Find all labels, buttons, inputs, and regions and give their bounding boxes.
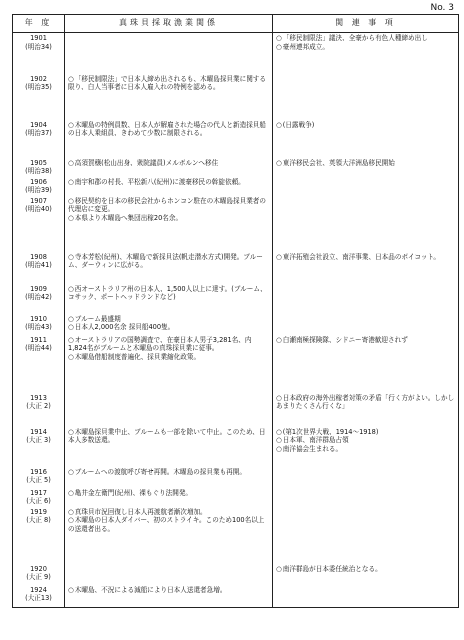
pearl-fishery-cell [65,158,273,177]
event-text: 日本政府の海外出稼者対策の矛盾「行く方がよい。しかしあまりたくさん行くな」 [276,393,455,411]
year-cell [13,564,65,585]
year-western: 1907 [30,196,47,205]
bullet-icon: ○ [68,177,74,186]
event-text: 豪州連邦成立。 [282,42,329,51]
related-events-cell [273,467,459,488]
event-text: 「移民制限法」議決、全豪から有色人種締め出し [282,34,428,42]
year-era: (大正 9) [26,573,51,582]
table-row [13,427,459,467]
event-entry [68,336,269,353]
year-era: (明治35) [25,83,52,92]
year-cell [13,284,65,314]
year-western: 1920 [30,564,47,573]
year-cell [13,33,65,74]
year-western: 1919 [30,507,47,516]
bullet-icon: ○ [68,252,74,261]
year-western: 1913 [30,393,47,402]
year-era: (明治41) [25,261,52,270]
related-events-cell [273,314,459,335]
event-entry [276,394,455,411]
bullet-icon: ○ [276,393,282,402]
event-entry [276,336,455,345]
year-cell [13,467,65,488]
pearl-fishery-cell [65,488,273,507]
table-row [13,196,459,252]
event-text: 移民契約を日本の移民会社からホンコン駐在の木曜島採貝業者の代理店に変更。 [68,196,266,214]
table-row [13,335,459,393]
pearl-fishery-cell [65,427,273,467]
event-entry [68,159,269,168]
year-western: 1905 [30,158,47,167]
event-entry [68,323,269,332]
event-text: 白瀬南極探険隊、シドニー寄港歓迎されず [282,335,408,344]
bullet-icon: ○ [276,335,282,344]
event-text: 東洋移民会社、英領大洋洲島移民開始 [282,158,395,167]
event-text: 日本人2,000名余 採貝船400隻。 [74,323,175,332]
bullet-icon: ○ [276,427,282,436]
bullet-icon: ○ [68,314,74,323]
event-text: 東洋拓殖会社設立、南洋事業、日本品のボイコット。 [282,252,441,261]
year-western: 1901 [30,34,47,42]
year-cell [13,427,65,467]
event-text: 南洋協会生まれる。 [282,444,343,453]
header-related-events: 関 連 事 項 [273,15,459,33]
bullet-icon: ○ [276,564,282,573]
related-events-cell [273,158,459,177]
year-era: (明治34) [25,42,52,51]
page-number: No. 3 [430,3,454,13]
table-row [13,314,459,335]
related-events-cell [273,427,459,467]
bullet-icon: ○ [276,444,282,453]
event-text: 高須賀穣(松山出身、衆院議員)メルボルンへ移住 [74,158,219,167]
event-text: 木曜島の日本人ダイバー、初のストライキ。このため100名以上の送還者出る。 [68,516,265,533]
year-cell [13,177,65,196]
year-western: 1911 [30,335,47,344]
table-row [13,74,459,120]
event-text: 南洋群島が日本委任統治となる。 [282,564,382,573]
bullet-icon: ○ [276,34,282,42]
bullet-icon: ○ [68,213,74,222]
year-cell [13,335,65,393]
related-events-cell [273,74,459,120]
bullet-icon: ○ [68,467,74,476]
related-events-cell [273,33,459,74]
chronology-table [12,14,459,608]
bullet-icon: ○ [68,516,74,525]
table-row [13,120,459,158]
table-row [13,252,459,284]
event-entry [68,586,269,595]
header-pearl-fishery: 真珠貝採取漁業関係 [65,15,273,33]
event-text: 亀井金左衛門(紀州)、裸もぐり法開発。 [74,488,193,497]
year-era: (明治39) [25,186,52,195]
event-entry [276,121,455,130]
bullet-icon: ○ [68,323,74,332]
related-events-cell [273,284,459,314]
pearl-fishery-cell [65,314,273,335]
year-era: (明治43) [25,323,52,332]
event-entry [276,253,455,262]
year-western: 1914 [30,427,47,436]
event-entry [276,436,455,445]
event-entry [68,353,269,362]
table-body [13,33,459,608]
bullet-icon: ○ [276,158,282,167]
related-events-cell [273,488,459,507]
event-text: (日露戦争) [282,120,315,129]
event-text: ブルーム最盛期 [74,314,121,323]
pearl-fishery-cell [65,74,273,120]
bullet-icon: ○ [68,585,74,594]
year-cell [13,74,65,120]
event-entry [68,516,269,533]
year-western: 1909 [30,284,47,293]
year-era: (大正13) [25,594,52,603]
event-entry [276,159,455,168]
event-text: ブルームへの渡航呼び寄せ再開。木曜島の採貝業も再開。 [74,467,246,476]
pearl-fishery-cell [65,585,273,608]
year-western: 1916 [30,467,47,476]
pearl-fishery-cell [65,120,273,158]
table-row [13,467,459,488]
event-text: 木曜島採貝業中止、ブルームも一部を除いて中止。このため、日本人多数送還。 [68,427,266,445]
pearl-fishery-cell [65,284,273,314]
year-era: (大正 5) [26,476,51,485]
year-era: (明治38) [25,167,52,176]
year-era: (大正 2) [26,402,51,411]
header-year: 年 度 [13,15,65,33]
year-cell [13,252,65,284]
pearl-fishery-cell [65,393,273,427]
event-text: 木曜島の特例員数、日本人が解雇された場合の代人と新造採貝船の日本人乗組員、きわめて少数に制限される。 [68,120,266,138]
related-events-cell [273,393,459,427]
event-entry [68,75,269,92]
pearl-fishery-cell [65,196,273,252]
pearl-fishery-cell [65,564,273,585]
bullet-icon: ○ [68,335,74,344]
event-text: (第1次世界大戦、1914〜1918) [282,427,379,436]
bullet-icon: ○ [276,42,282,51]
year-era: (大正 3) [26,436,51,445]
bullet-icon: ○ [68,507,74,516]
event-entry [68,285,269,302]
year-era: (明治42) [25,293,52,302]
table-row [13,284,459,314]
year-western: 1910 [30,314,47,323]
year-western: 1908 [30,252,47,261]
year-cell [13,196,65,252]
pearl-fishery-cell [65,467,273,488]
event-entry [276,445,455,454]
related-events-cell [273,507,459,564]
event-entry [68,468,269,477]
table-row [13,158,459,177]
related-events-cell [273,120,459,158]
year-western: 1924 [30,585,47,594]
table-row [13,488,459,507]
related-events-cell [273,196,459,252]
bullet-icon: ○ [68,427,74,436]
year-era: (大正 8) [26,516,51,525]
event-entry [68,178,269,187]
event-text: 「移民制限法」で日本人締め出されるも、木曜島採貝業に関する限り、白人当事者に日本人雇入れの特例を認める。 [68,74,266,92]
table-row [13,507,459,564]
event-entry [68,489,269,498]
year-cell [13,158,65,177]
pearl-fishery-cell [65,335,273,393]
pearl-fishery-cell [65,33,273,74]
year-era: (明治40) [25,205,52,214]
table-row [13,177,459,196]
related-events-cell [273,585,459,608]
bullet-icon: ○ [276,120,282,129]
table-row [13,564,459,585]
event-text: 本県より木曜島へ集団出稼20名余。 [74,213,183,222]
year-western: 1906 [30,177,47,186]
related-events-cell [273,177,459,196]
pearl-fishery-cell [65,252,273,284]
event-text: 木曜島、不況による減船により日本人送還者急増。 [74,585,227,594]
bullet-icon: ○ [68,352,74,361]
pearl-fishery-cell [65,177,273,196]
pearl-fishery-cell [65,507,273,564]
table-row [13,393,459,427]
year-cell [13,120,65,158]
event-entry [68,197,269,214]
event-text: 日本軍、南洋群島占領 [282,436,349,445]
year-cell [13,488,65,507]
event-entry [68,121,269,138]
event-entry [276,34,455,43]
bullet-icon: ○ [68,74,74,83]
bullet-icon: ○ [68,284,74,293]
event-text: オーストラリアの国勢調査で、在豪日本人男子3,281名、内1,824名がブルームと木曜島の真珠採貝業に従事。 [68,335,252,353]
year-western: 1917 [30,488,47,497]
event-text: 真珠貝市況回復し日本人再渡航者漸次増加。 [74,507,207,516]
bullet-icon: ○ [68,196,74,205]
related-events-cell [273,335,459,393]
event-text: 木曜島借船制度普遍化、採貝業縮化政策。 [74,352,201,361]
event-text: 南宇和郡の村長、平松新八(紀州)に渡豪移民の斡旋依頼。 [74,177,245,186]
year-cell [13,393,65,427]
event-text: 西オーストラリア州の日本人、1,500人以上に達す。(ブルーム、コサック、ポートヘッドランドなど) [68,284,267,302]
year-cell [13,314,65,335]
year-cell [13,585,65,608]
related-events-cell [273,564,459,585]
bullet-icon: ○ [276,252,282,261]
table-row [13,585,459,608]
event-text: 寺本芳松(紀州)、木曜島で新採貝法(帆走潜水方式)開発。ブルーム、ダーウィンに広がる。 [68,252,263,270]
table-row [13,33,459,74]
header-row [13,15,459,33]
year-western: 1902 [30,74,47,83]
event-entry [68,428,269,445]
bullet-icon: ○ [68,120,74,129]
year-cell [13,507,65,564]
event-entry [276,43,455,52]
bullet-icon: ○ [68,488,74,497]
bullet-icon: ○ [68,158,74,167]
event-entry [68,253,269,270]
year-era: (大正 6) [26,497,51,506]
year-western: 1904 [30,120,47,129]
related-events-cell [273,252,459,284]
year-era: (明治44) [25,344,52,353]
event-entry [276,565,455,574]
event-entry [68,214,269,223]
bullet-icon: ○ [276,436,282,445]
year-era: (明治37) [25,129,52,138]
